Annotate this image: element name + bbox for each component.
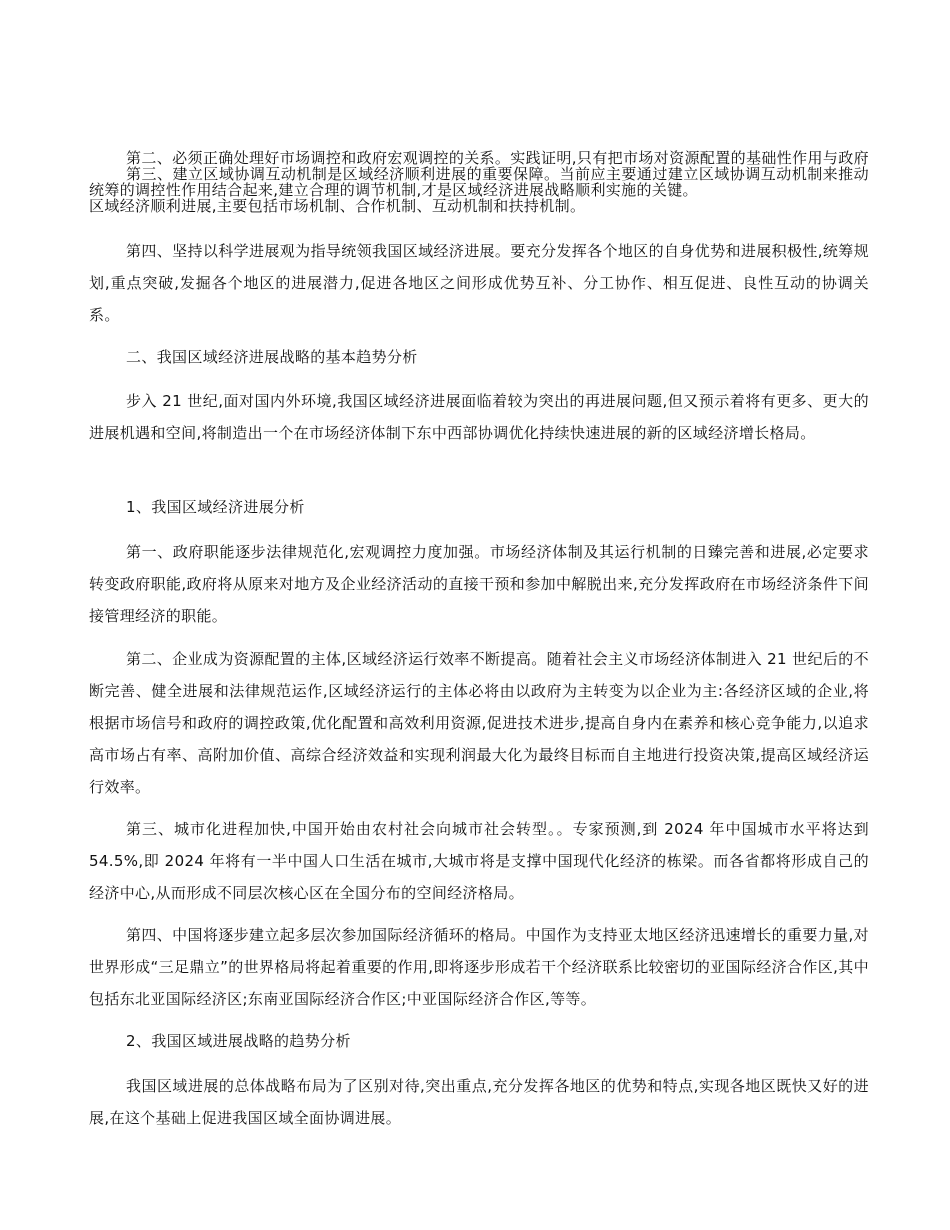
paragraph-international-cycle: 第四、中国将逐步建立起多层次参加国际经济循环的格局。中国作为支持亚太地区经济迅速增长的重要力量,对世界形成“三足鼎立”的世界格局将起着重要的作用,即将逐步形成若干个经济联系比较密切的亚国际经济合作区,其中包括东北亚国际经济区;东南亚国际经济合作区;中亚国际经济合作区,等等。 — [89, 926, 869, 1008]
paragraph-enterprise-resource-allocation: 第二、企业成为资源配置的主体,区域经济运行效率不断提高。随着社会主义市场经济体制进入 21 世纪后的不断完善、健全进展和法律规范运作,区域经济运行的主体必将由以政府为主转变为以企业为主:各经济区域的企业,将根据市场信号和政府的调控政策,优化配置和高效利用资源,促进技术进步,提高自身内在素养和核心竞争能力,以追求高市场占有率、高附加价值、高综合经济效益和实现利润最大化为最终目标而自主地进行投资决策,提高区域经济运行效率。 — [89, 650, 869, 796]
paragraph-government-functions: 第一、政府职能逐步法律规范化,宏观调控力度加强。市场经济体制及其运行机制的日臻完善和进展,必定要求转变政府职能,政府将从原来对地方及企业经济活动的直接干预和参加中解脱出来,充分发挥政府在市场经济条件下间接管理经济的职能。 — [89, 543, 869, 625]
paragraph-scientific-development: 第四、坚持以科学进展观为指导统领我国区域经济进展。要充分发挥各个地区的自身优势和进展积极性,统筹规划,重点突破,发掘各个地区的进展潜力,促进各地区之间形成优势互补、分工协作、相互促进、良性互动的协调关系。 — [89, 242, 869, 324]
paragraph-overall-strategy: 我国区域进展的总体战略布局为了区别对待,突出重点,充分发挥各地区的优势和特点,实现各地区既快又好的进展,在这个基础上促进我国区域全面协调进展。 — [89, 1077, 869, 1127]
paragraph-21st-century: 步入 21 世纪,面对国内外环境,我国区域经济进展面临着较为突出的再进展问题,但又预示着将有更多、更大的进展机遇和空间,将制造出一个在市场经济体制下东中西部协调优化持续快速进展的新的区域经济增长格局。 — [89, 392, 869, 442]
paragraph-coordination-mechanism: 第三、建立区域协调互动机制是区域经济顺利进展的重要保障。当前应主要通过建立区域协调互动机制来推动区域经济顺利进展,主要包括市场机制、合作机制、互动机制和扶持机制。 — [89, 165, 869, 215]
paragraph-urbanization: 第三、城市化进程加快,中国开始由农村社会向城市社会转型。。专家预测,到 2024 年中国城市水平将达到 54.5%,即 2024 年将有一半中国人口生活在城市,大城市将是支撑中国现代化经济的栋梁。而各省都将形成自己的经济中心,从而形成不同层次核心区在全国分布的空间经济格局。 — [89, 820, 869, 902]
section-heading-trend-analysis: 二、我国区域经济进展战略的基本趋势分析 — [126, 348, 418, 366]
subheading-regional-economy-analysis: 1、我国区域经济进展分析 — [126, 498, 305, 516]
subheading-strategy-trend: 2、我国区域进展战略的趋势分析 — [126, 1032, 351, 1050]
paragraph-market-regulation: 第二、必须正确处理好市场调控和政府宏观调控的关系。实践证明,只有把市场对资源配置的基础性作用与政府统筹的调控性作用结合起来,建立合理的调节机制,才是区域经济进展战略顺利实施的关键。 — [89, 149, 869, 199]
